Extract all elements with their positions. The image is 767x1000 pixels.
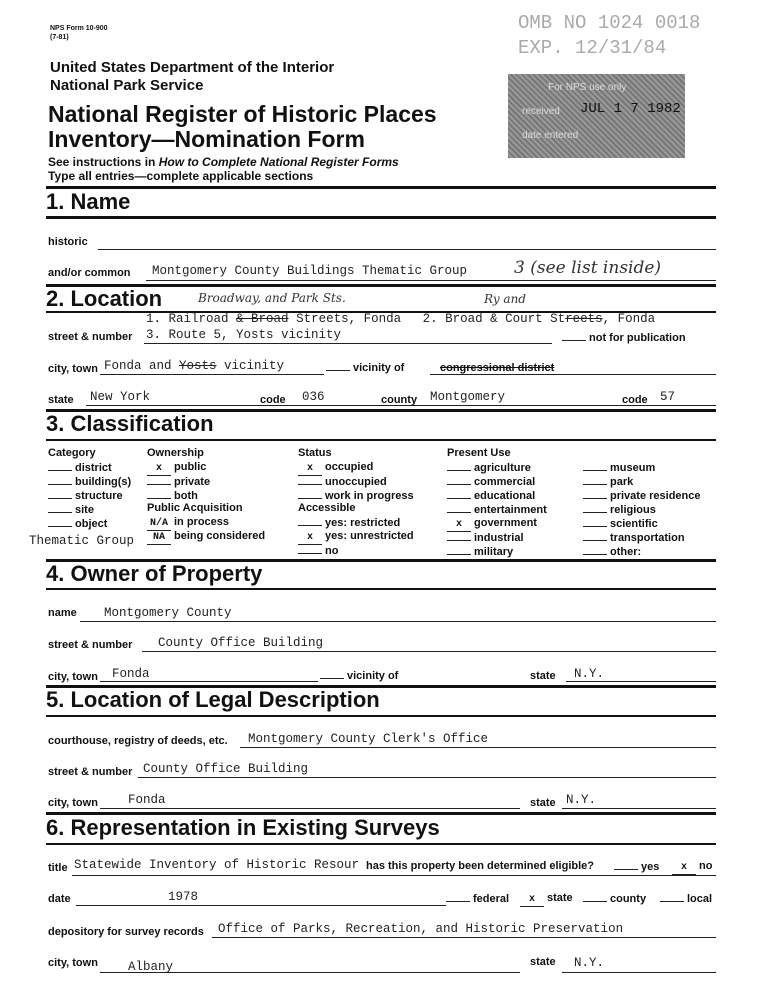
location-part-a: Railroad bbox=[168, 312, 237, 326]
survey-state-line bbox=[562, 972, 716, 973]
eligible-no: x no bbox=[672, 860, 712, 875]
service: National Park Service bbox=[50, 77, 204, 94]
ownership-private: private bbox=[147, 475, 210, 488]
owner-name-label: name bbox=[48, 607, 77, 619]
legal-city-value: Fonda bbox=[128, 793, 166, 807]
survey-city-line bbox=[100, 972, 520, 973]
instructions-prefix: See instructions in bbox=[48, 155, 159, 169]
acq-being-considered: NA being considered bbox=[147, 530, 265, 545]
state-value: New York bbox=[90, 390, 151, 404]
survey-city-value: Albany bbox=[128, 960, 174, 974]
survey-title-line bbox=[72, 875, 716, 876]
location-part-b: Streets, Fonda bbox=[288, 312, 402, 326]
legal-city-line bbox=[100, 808, 520, 809]
use-agriculture: agriculture bbox=[447, 461, 531, 474]
legal-street-value: County Office Building bbox=[143, 762, 309, 776]
city-label: city, town bbox=[48, 363, 98, 375]
district-line bbox=[430, 374, 716, 375]
depository-line bbox=[212, 937, 716, 938]
owner-vicinity-of: vicinity of bbox=[320, 669, 398, 682]
section-2-heading: 2. Location bbox=[46, 286, 163, 311]
category-object: object bbox=[48, 517, 107, 530]
use-educational: educational bbox=[447, 489, 535, 502]
section-rule bbox=[46, 439, 716, 441]
county-value: Montgomery bbox=[430, 390, 506, 404]
form-title-line1: National Register of Historic Places bbox=[48, 101, 437, 127]
county-label: county bbox=[381, 394, 418, 406]
location-struck: & Broad bbox=[236, 312, 289, 326]
handwritten-location: Broadway, and Park Sts. bbox=[198, 291, 346, 305]
use-private-residence: private residence bbox=[583, 489, 701, 502]
handwritten-location-2: Ry and bbox=[484, 292, 526, 306]
level-local: local bbox=[660, 892, 712, 905]
courthouse-value: Montgomery County Clerk's Office bbox=[248, 732, 489, 746]
level-state: x state bbox=[520, 892, 573, 907]
section-1-heading: 1. Name bbox=[46, 189, 131, 214]
common-line bbox=[146, 280, 716, 281]
omb-expiration: EXP. 12/31/84 bbox=[518, 37, 667, 59]
survey-city-label: city, town bbox=[48, 957, 98, 969]
code-value: 036 bbox=[302, 390, 325, 404]
common-name-value: Montgomery County Buildings Thematic Group bbox=[152, 264, 468, 278]
status-unoccupied: unoccupied bbox=[298, 475, 387, 488]
owner-street-line bbox=[142, 651, 716, 652]
access-no: no bbox=[298, 544, 338, 557]
section-rule bbox=[46, 588, 716, 590]
location-num: 1. bbox=[146, 312, 162, 326]
congressional-district: congressional district bbox=[440, 362, 555, 374]
common-label: and/or common bbox=[48, 267, 131, 279]
access-unrestricted: x yes: unrestricted bbox=[298, 530, 414, 545]
historic-line bbox=[98, 249, 716, 250]
status-occupied: x occupied bbox=[298, 461, 373, 476]
instructions-line2: Type all entries—complete applicable sections bbox=[48, 169, 314, 183]
col-category: Category bbox=[48, 447, 96, 459]
stamp-for-nps: For NPS use only bbox=[548, 82, 627, 93]
owner-city-value: Fonda bbox=[112, 667, 150, 681]
category-structure: structure bbox=[48, 489, 123, 502]
legal-street-label: street & number bbox=[48, 766, 133, 778]
section-4-heading: 4. Owner of Property bbox=[46, 561, 263, 586]
state-line bbox=[86, 405, 716, 406]
city-value: Fonda and Yosts vicinity bbox=[104, 359, 285, 373]
survey-state-value: N.Y. bbox=[574, 956, 605, 970]
use-military: military bbox=[447, 545, 513, 558]
city-line bbox=[100, 374, 324, 375]
owner-state-label: state bbox=[530, 670, 556, 682]
section-3-heading: 3. Classification bbox=[46, 411, 214, 436]
legal-city-label: city, town bbox=[48, 797, 98, 809]
code-label: code bbox=[260, 394, 286, 406]
depository-label: depository for survey records bbox=[48, 926, 204, 938]
section-rule bbox=[46, 186, 716, 189]
legal-state-line bbox=[562, 808, 716, 809]
instructions-book: How to Complete National Register Forms bbox=[158, 155, 399, 169]
use-commercial: commercial bbox=[447, 475, 535, 488]
form-number: NPS Form 10-900 bbox=[50, 25, 108, 32]
location-part-c: 2. Broad & Court St bbox=[422, 312, 566, 326]
legal-street-line bbox=[138, 777, 716, 778]
ownership-both: both bbox=[147, 489, 198, 502]
section-rule bbox=[46, 843, 716, 845]
section-6-heading: 6. Representation in Existing Surveys bbox=[46, 815, 440, 840]
section-5-heading: 5. Location of Legal Description bbox=[46, 687, 380, 712]
use-entertainment: entertainment bbox=[447, 503, 547, 516]
level-county: county bbox=[583, 892, 646, 905]
use-park: park bbox=[583, 475, 633, 488]
col-ownership: Ownership bbox=[147, 447, 204, 459]
nps-use-stamp bbox=[508, 74, 685, 158]
survey-date-value: 1978 bbox=[168, 890, 199, 904]
street-label: street & number bbox=[48, 331, 133, 343]
use-other: other: bbox=[583, 545, 641, 558]
owner-street-label: street & number bbox=[48, 639, 133, 651]
survey-title-value: Statewide Inventory of Historic Resour bbox=[74, 858, 360, 872]
eligible-question: has this property been determined eligible? bbox=[366, 860, 594, 872]
not-for-publication: not for publication bbox=[562, 331, 686, 344]
stamp-received-date: JUL 1 7 1982 bbox=[580, 101, 681, 117]
owner-city-label: city, town bbox=[48, 671, 98, 683]
location-line1 bbox=[146, 312, 655, 326]
eligible-yes: yes bbox=[614, 860, 659, 873]
legal-state-label: state bbox=[530, 797, 556, 809]
col-present-use: Present Use bbox=[447, 447, 511, 459]
courthouse-label: courthouse, registry of deeds, etc. bbox=[48, 735, 228, 747]
survey-date-label: date bbox=[48, 893, 71, 905]
level-federal: federal bbox=[446, 892, 509, 905]
use-industrial: industrial bbox=[447, 531, 524, 544]
public-acquisition: Public Acquisition bbox=[147, 502, 243, 514]
form-date: (7-81) bbox=[50, 34, 69, 41]
stamp-received: received bbox=[522, 106, 560, 117]
owner-state-line bbox=[566, 681, 716, 682]
location-struck-2: reets bbox=[565, 312, 603, 326]
instructions-line1 bbox=[48, 155, 399, 169]
form-title-line2: Inventory—Nomination Form bbox=[48, 126, 365, 152]
owner-state-value: N.Y. bbox=[574, 667, 605, 681]
section-rule bbox=[46, 715, 716, 717]
ownership-public: x public bbox=[147, 461, 206, 476]
use-government: x government bbox=[447, 517, 537, 532]
use-religious: religious bbox=[583, 503, 656, 516]
category-site: site bbox=[48, 503, 94, 516]
category-district: district bbox=[48, 461, 112, 474]
survey-date-line bbox=[76, 905, 446, 906]
street-line bbox=[144, 343, 552, 344]
historic-label: historic bbox=[48, 236, 88, 248]
accessible-label: Accessible bbox=[298, 502, 356, 514]
owner-name-line bbox=[80, 621, 716, 622]
vicinity-of: vicinity of bbox=[326, 361, 404, 374]
owner-city-line bbox=[100, 681, 318, 682]
department: United States Department of the Interior bbox=[50, 59, 335, 76]
legal-state-value: N.Y. bbox=[566, 793, 597, 807]
code2-value: 57 bbox=[660, 390, 676, 404]
location-part-d: , Fonda bbox=[602, 312, 656, 326]
state-label: state bbox=[48, 394, 74, 406]
stamp-date-entered: date entered bbox=[522, 130, 579, 141]
street-value: 3. Route 5, Yosts vicinity bbox=[146, 328, 342, 342]
use-transportation: transportation bbox=[583, 531, 685, 544]
depository-value: Office of Parks, Recreation, and Historic Preservation bbox=[218, 922, 624, 936]
section-rule bbox=[46, 216, 716, 219]
city-struck: Yosts bbox=[179, 359, 217, 373]
use-museum: museum bbox=[583, 461, 655, 474]
category-note: Thematic Group bbox=[29, 534, 135, 548]
code2-label: code bbox=[622, 394, 648, 406]
handwritten-note: 3 (see list inside) bbox=[514, 258, 662, 278]
access-restricted: yes: restricted bbox=[298, 516, 400, 529]
use-scientific: scientific bbox=[583, 517, 658, 530]
owner-street-value: County Office Building bbox=[158, 636, 324, 650]
category-buildings: building(s) bbox=[48, 475, 131, 488]
acq-in-process: N/A in process bbox=[147, 516, 229, 531]
col-status: Status bbox=[298, 447, 332, 459]
survey-title-label: title bbox=[48, 862, 68, 874]
survey-state-label: state bbox=[530, 956, 556, 968]
owner-name-value: Montgomery County bbox=[104, 606, 232, 620]
courthouse-line bbox=[240, 747, 716, 748]
status-work-in-progress: work in progress bbox=[298, 489, 414, 502]
omb-number: OMB NO 1024 0018 bbox=[518, 12, 701, 34]
